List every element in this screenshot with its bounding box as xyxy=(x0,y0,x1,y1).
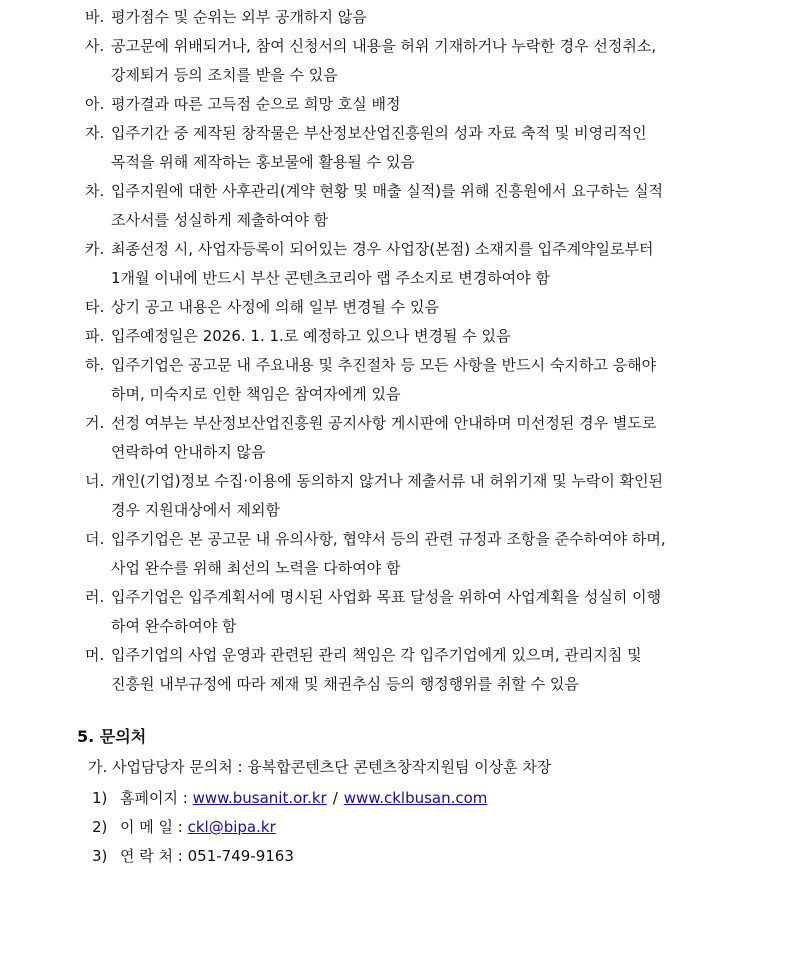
item-marker: 파. xyxy=(85,327,105,345)
item-text-continued: 목적을 위해 제작하는 홍보물에 활용될 수 있음 xyxy=(111,153,415,171)
link-separator: / xyxy=(332,789,338,807)
item-marker: 사. xyxy=(85,37,105,55)
contact-email-row xyxy=(92,813,276,842)
item-text-continued: 연락하여 안내하지 않음 xyxy=(111,443,266,461)
item-marker: 타. xyxy=(85,298,105,316)
item-marker: 너. xyxy=(85,472,105,490)
item-text-continued: 하여 완수하여야 함 xyxy=(111,617,237,635)
contact-homepage-row xyxy=(92,784,487,813)
contact-person-line: 가. 사업담당자 문의처 : 융복합콘텐츠단 콘텐츠창작지원팀 이상훈 차장 xyxy=(88,758,552,776)
item-marker: 카. xyxy=(85,240,105,258)
item-marker: 아. xyxy=(85,95,105,113)
item-text-continued: 1개월 이내에 반드시 부산 콘텐츠코리아 랩 주소지로 변경하여야 함 xyxy=(111,269,550,287)
homepage-label: 홈페이지 : xyxy=(120,789,193,807)
item-text: 선정 여부는 부산정보산업진흥원 공지사항 게시판에 안내하며 미선정된 경우 별도로 xyxy=(111,414,657,432)
item-marker: 자. xyxy=(85,124,105,142)
item-marker: 러. xyxy=(85,588,105,606)
item-text: 입주예정일은 2026. 1. 1.로 예정하고 있으나 변경될 수 있음 xyxy=(111,327,511,345)
item-marker: 거. xyxy=(85,414,105,432)
item-text: 개인(기업)정보 수집·이용에 동의하지 않거나 제출서류 내 허위기재 및 누락이 확인된 xyxy=(111,472,664,490)
contact-number: 3) xyxy=(92,847,108,865)
item-text: 입주기업은 입주계획서에 명시된 사업화 목표 달성을 위하여 사업계획을 성실히 이행 xyxy=(111,588,662,606)
item-text: 최종선정 시, 사업자등록이 되어있는 경우 사업장(본점) 소재지를 입주계약일로부터 xyxy=(111,240,654,258)
email-label: 이 메 일 : xyxy=(120,818,188,836)
item-text: 입주기간 중 제작된 창작물은 부산정보산업진흥원의 성과 자료 축적 및 비영리적인 xyxy=(111,124,647,142)
item-text-continued: 경우 지원대상에서 제외함 xyxy=(111,501,280,519)
item-text: 입주기업은 본 공고문 내 유의사항, 협약서 등의 관련 규정과 조항을 준수하여야 하며, xyxy=(111,530,666,548)
item-text: 입주기업은 공고문 내 주요내용 및 추진절차 등 모든 사항을 반드시 숙지하고 응해야 xyxy=(111,356,657,374)
item-text: 평가점수 및 순위는 외부 공개하지 않음 xyxy=(111,8,367,26)
item-text: 입주기업의 사업 운영과 관련된 관리 책임은 각 입주기업에게 있으며, 관리지침 및 xyxy=(111,646,642,664)
item-text: 상기 공고 내용은 사정에 의해 일부 변경될 수 있음 xyxy=(111,298,439,316)
item-text: 입주지원에 대한 사후관리(계약 현황 및 매출 실적)를 위해 진흥원에서 요구하는 실적 xyxy=(111,182,664,200)
item-text-continued: 조사서를 성실하게 제출하여야 함 xyxy=(111,211,329,229)
item-text-continued: 하며, 미숙지로 인한 책임은 참여자에게 있음 xyxy=(111,385,401,403)
email-link[interactable]: ckl@bipa.kr xyxy=(187,818,276,836)
item-marker: 차. xyxy=(85,182,105,200)
section-title-contact: 5. 문의처 xyxy=(77,727,147,746)
contact-phone-row xyxy=(92,842,294,871)
contact-number: 1) xyxy=(92,789,108,807)
phone-value: 051-749-9163 xyxy=(187,847,294,865)
homepage-link-cklbusan[interactable]: www.cklbusan.com xyxy=(343,789,488,807)
item-marker: 머. xyxy=(85,646,105,664)
item-marker: 더. xyxy=(85,530,105,548)
item-text: 평가결과 따른 고득점 순으로 희망 호실 배정 xyxy=(111,95,401,113)
item-text-continued: 사업 완수를 위해 최선의 노력을 다하여야 함 xyxy=(111,559,401,577)
item-text-continued: 강제퇴거 등의 조치를 받을 수 있음 xyxy=(111,66,338,84)
item-text-continued: 진흥원 내부규정에 따라 제재 및 채권추심 등의 행정행위를 취할 수 있음 xyxy=(111,675,579,693)
item-marker: 바. xyxy=(85,8,105,26)
contact-number: 2) xyxy=(92,818,108,836)
item-text: 공고문에 위배되거나, 참여 신청서의 내용을 허위 기재하거나 누락한 경우 선정취소, xyxy=(111,37,657,55)
homepage-link-busanit[interactable]: www.busanit.or.kr xyxy=(192,789,327,807)
item-marker: 하. xyxy=(85,356,105,374)
phone-label: 연 락 처 : xyxy=(120,847,188,865)
